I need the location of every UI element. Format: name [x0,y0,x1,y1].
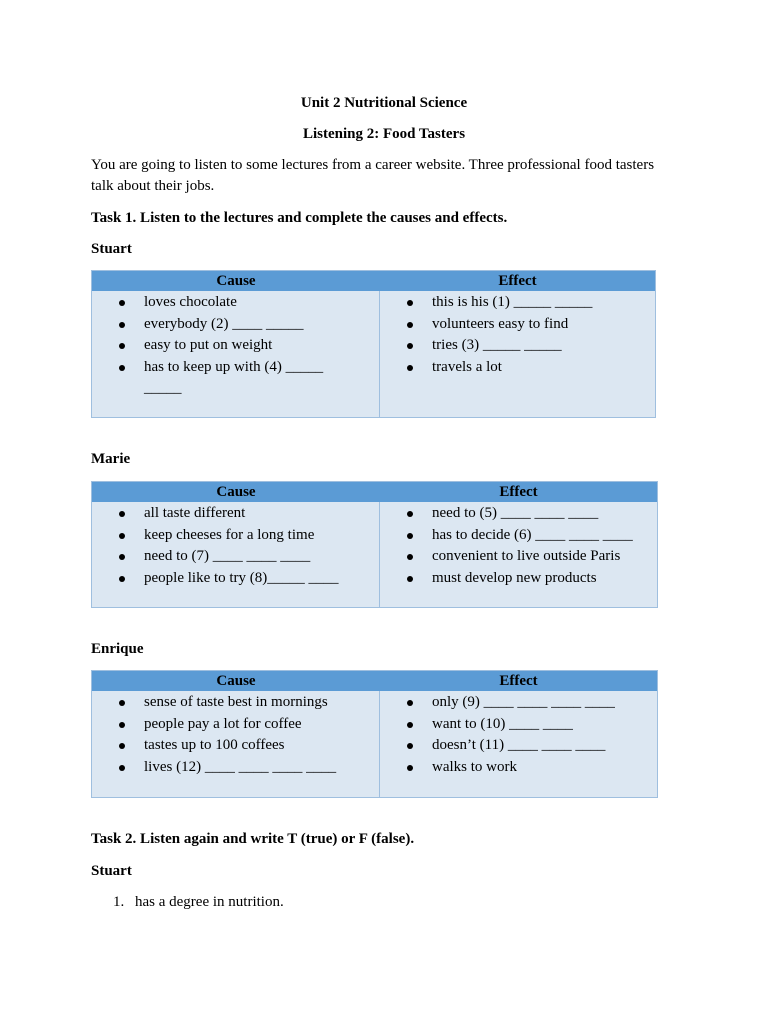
cause-column [92,502,380,607]
bullet-icon [407,300,413,306]
table-header-row [92,671,657,691]
item-number: 1. [113,894,125,910]
list-item: all taste different [92,503,379,525]
task2-speaker-stuart: Stuart [91,863,132,879]
effect-column [380,291,655,417]
bullet-icon [407,554,413,560]
list-item: want to (10) ____ ____ [380,714,657,736]
bullet-icon [407,700,413,706]
intro-paragraph: You are going to listen to some lectures from a career website. Three professional food tasters talk about their jobs. [91,157,655,194]
list-item: loves chocolate [92,292,379,314]
speaker-stuart: Stuart [91,241,132,257]
bullet-icon [119,743,125,749]
list-item: people like to try (8)_____ ____ [92,568,379,590]
numbered-item [113,893,284,911]
cause-column [92,691,380,797]
effect-header: Effect [498,273,537,289]
bullet-icon [119,576,125,582]
list-item: people pay a lot for coffee [92,714,379,736]
bullet-icon [119,554,125,560]
bullet-icon [407,765,413,771]
stuart-cause-effect-table [91,270,656,418]
list-item: must develop new products [380,568,657,590]
list-item: this is his (1) _____ _____ [380,292,655,314]
table-header-row [92,271,655,291]
speaker-marie: Marie [91,451,131,467]
bullet-icon [119,300,125,306]
list-item: walks to work [380,757,657,779]
bullet-icon [407,365,413,371]
list-item: travels a lot [380,357,655,379]
marie-cause-effect-table [91,481,658,608]
bullet-icon [407,743,413,749]
list-item: lives (12) ____ ____ ____ ____ [92,757,379,779]
list-item: need to (5) ____ ____ ____ [380,503,657,525]
effect-column [380,502,657,607]
list-item: sense of taste best in mornings [92,692,379,714]
list-item: only (9) ____ ____ ____ ____ [380,692,657,714]
bullet-icon [407,343,413,349]
bullet-icon [119,322,125,328]
cause-header: Cause [216,673,256,689]
bullet-icon [407,322,413,328]
list-item: has to decide (6) ____ ____ ____ [380,525,657,547]
cause-column [92,291,380,417]
enrique-cause-effect-table [91,670,658,798]
effect-header: Effect [499,484,538,500]
bullet-icon [119,700,125,706]
list-item: keep cheeses for a long time [92,525,379,547]
speaker-enrique: Enrique [91,641,144,657]
list-item: need to (7) ____ ____ ____ [92,546,379,568]
item-text: has a degree in nutrition. [135,894,284,910]
task2-heading: Task 2. Listen again and write T (true) or F (false). [91,831,415,847]
bullet-icon [407,533,413,539]
list-item: tastes up to 100 coffees [92,735,379,757]
list-item: easy to put on weight [92,335,379,357]
list-item: doesn’t (11) ____ ____ ____ [380,735,657,757]
bullet-icon [119,765,125,771]
cause-header: Cause [216,273,256,289]
table-header-row [92,482,657,502]
list-item: tries (3) _____ _____ [380,335,655,357]
listening-title: Listening 2: Food Tasters [302,126,466,142]
effect-column [380,691,657,797]
bullet-icon [119,533,125,539]
task1-heading: Task 1. Listen to the lectures and complete the causes and effects. [91,210,508,226]
bullet-icon [407,511,413,517]
bullet-icon [119,511,125,517]
bullet-icon [119,365,125,371]
list-item: volunteers easy to find [380,314,655,336]
list-item: has to keep up with (4) _____ _____ [92,357,334,400]
bullet-icon [119,722,125,728]
cause-header: Cause [216,484,256,500]
bullet-icon [119,343,125,349]
bullet-icon [407,576,413,582]
unit-title: Unit 2 Nutritional Science [300,95,468,111]
effect-header: Effect [499,673,538,689]
bullet-icon [407,722,413,728]
list-item: everybody (2) ____ _____ [92,314,379,336]
list-item: convenient to live outside Paris [380,546,657,568]
